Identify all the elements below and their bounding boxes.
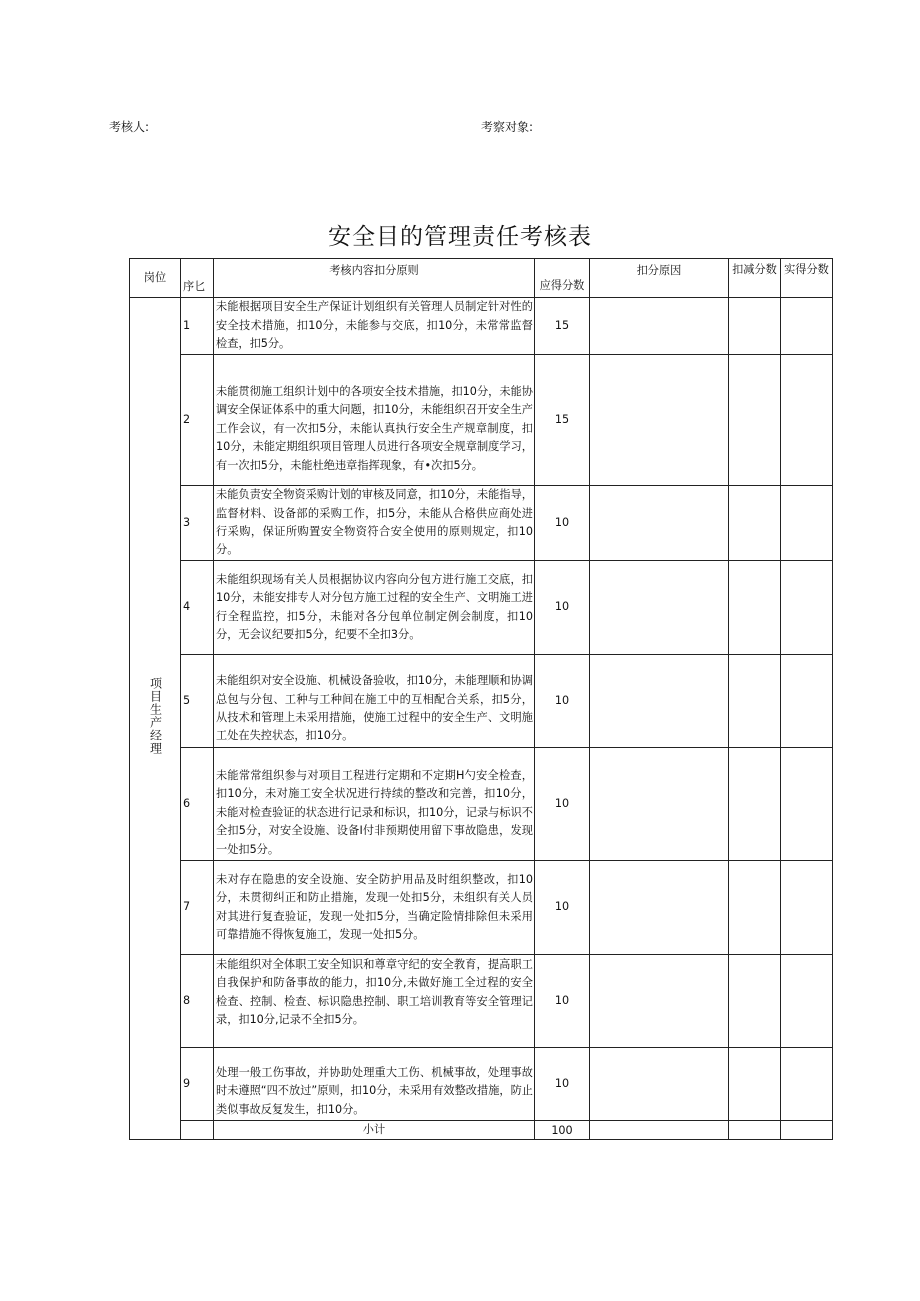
table-row — [130, 561, 833, 655]
table-row — [130, 748, 833, 861]
row-seq: 7 — [181, 861, 214, 955]
subtotal-deduction — [729, 1121, 781, 1140]
row-reason — [590, 655, 729, 748]
row-reason — [590, 861, 729, 955]
table-row — [130, 1048, 833, 1121]
assessment-table — [129, 258, 833, 1140]
row-deduction — [729, 355, 781, 486]
post-cell — [130, 298, 181, 1140]
subtotal-reason — [590, 1121, 729, 1140]
col-header-reason: 扣分原因 — [590, 259, 729, 298]
row-deduction — [729, 955, 781, 1048]
table-row — [130, 298, 833, 355]
row-deduction — [729, 486, 781, 561]
row-content: 未能组织对安全设施、机械设备验收，扣10分，未能理顺和协调总包与分包、工种与工种间在施工中的互相配合关系，扣5分，从技术和管理上未采用措施，使施工过程中的安全生产、文明施工处在失控状态，扣10分。 — [214, 655, 535, 748]
col-header-content: 考核内容扣分原则 — [214, 259, 535, 298]
row-reason — [590, 355, 729, 486]
row-reason — [590, 298, 729, 355]
table-row — [130, 355, 833, 486]
row-reason — [590, 748, 729, 861]
row-content: 未对存在隐患的安全设施、安全防护用品及时组织整改，扣10分，未贯彻纠正和防止措施，发现一处扣5分，未组织有关人员对其进行复查验证，发现一处扣5分，当确定险情排除但未采用可靠措施不得恢复施工，发现一处扣5分。 — [214, 861, 535, 955]
row-actual — [781, 655, 833, 748]
table-row — [130, 955, 833, 1048]
row-score: 10 — [535, 861, 590, 955]
col-header-seq: 序匕 — [181, 259, 214, 298]
col-header-deduction: 扣减分数 — [729, 259, 781, 298]
col-header-actual: 实得分数 — [781, 259, 833, 298]
row-content: 未能组织现场有关人员根据协议内容向分包方进行施工交底，扣10分，未能安排专人对分包方施工过程的安全生产、文明施工进行全程监控，扣5分，未能对各分包单位制定例会制度，扣10分，无会议纪要扣5分，纪要不全扣3分。 — [214, 561, 535, 655]
subject-label: 考察对象: — [481, 120, 534, 134]
row-seq: 1 — [181, 298, 214, 355]
subtotal-label: 小计 — [214, 1121, 535, 1140]
row-actual — [781, 486, 833, 561]
row-deduction — [729, 1048, 781, 1121]
table-row — [130, 861, 833, 955]
page-title: 安全目的管理责任考核表 — [328, 224, 592, 250]
col-header-full-score: 应得分数 — [535, 259, 590, 298]
row-content: 未能贯彻施工组织计划中的各项安全技术措施，扣10分，未能协调安全保证体系中的重大问题，扣10分，未能组织召开安全生产工作会议，有一次扣5分，未能认真执行安全生产规章制度，扣10分，未能定期组织项目管理人员进行各项安全规章制度学习，有一次扣5分，未能杜绝违章指挥现象，有•次扣5分。 — [214, 355, 535, 486]
row-deduction — [729, 748, 781, 861]
row-score: 15 — [535, 355, 590, 486]
row-actual — [781, 1048, 833, 1121]
table-row — [130, 486, 833, 561]
row-score: 10 — [535, 748, 590, 861]
col-header-post: 岗位 — [130, 259, 181, 298]
row-actual — [781, 355, 833, 486]
row-seq: 8 — [181, 955, 214, 1048]
row-reason — [590, 955, 729, 1048]
row-seq: 6 — [181, 748, 214, 861]
row-content: 处理一般工伤事故，并协助处理重大工伤、机械事故，处理事故时未遵照“四不放过”原则，扣10分，未采用有效整改措施，防止类似事故反复发生，扣10分。 — [214, 1048, 535, 1121]
row-reason — [590, 1048, 729, 1121]
row-content: 未能常常组织参与对项目工程进行定期和不定期H勺安全检查，扣10分，未对施工安全状况进行持续的整改和完善，扣10分，未能对检查验证的状态进行记录和标识，扣10分，记录与标识不全扣5分，对安全设施、设备I付非预期使用留下事故隐患，发现一处扣5分。 — [214, 748, 535, 861]
row-deduction — [729, 561, 781, 655]
row-content: 未能根据项目安全生产保证计划组织有关管理人员制定针对性的安全技术措施，扣10分，未能参与交底，扣10分，未常常监督检查，扣5分。 — [214, 298, 535, 355]
table-header-row — [130, 259, 833, 298]
row-seq: 4 — [181, 561, 214, 655]
row-score: 10 — [535, 655, 590, 748]
row-deduction — [729, 655, 781, 748]
row-reason — [590, 561, 729, 655]
row-score: 15 — [535, 298, 590, 355]
row-deduction — [729, 861, 781, 955]
row-score: 10 — [535, 561, 590, 655]
row-actual — [781, 748, 833, 861]
row-score: 10 — [535, 486, 590, 561]
row-seq: 9 — [181, 1048, 214, 1121]
row-seq: 2 — [181, 355, 214, 486]
table-row — [130, 655, 833, 748]
row-seq: 3 — [181, 486, 214, 561]
subtotal-score: 100 — [535, 1121, 590, 1140]
row-seq: 5 — [181, 655, 214, 748]
subtotal-row — [130, 1121, 833, 1140]
row-deduction — [729, 298, 781, 355]
post-name: 项目生产经理 — [148, 676, 163, 755]
row-actual — [781, 861, 833, 955]
row-actual — [781, 955, 833, 1048]
row-actual — [781, 561, 833, 655]
assessor-label: 考核人: — [109, 120, 150, 134]
row-reason — [590, 486, 729, 561]
row-content: 未能组织对全体职工安全知识和尊章守纪的安全教育，提高职工自我保护和防备事故的能力，扣10分,未做好施工全过程的安全检查、控制、检查、标识隐患控制、职工培训教育等安全管理记录，扣10分,记录不全扣5分。 — [214, 955, 535, 1048]
row-score: 10 — [535, 1048, 590, 1121]
subtotal-actual — [781, 1121, 833, 1140]
row-content: 未能负责安全物资采购计划的审核及同意，扣10分，未能指导，监督材料、设备部的采购工作，扣5分，未能从合格供应商处进行采购，保证所购置安全物资符合安全使用的原则规定，扣10分。 — [214, 486, 535, 561]
row-score: 10 — [535, 955, 590, 1048]
row-actual — [781, 298, 833, 355]
subtotal-seq — [181, 1121, 214, 1140]
